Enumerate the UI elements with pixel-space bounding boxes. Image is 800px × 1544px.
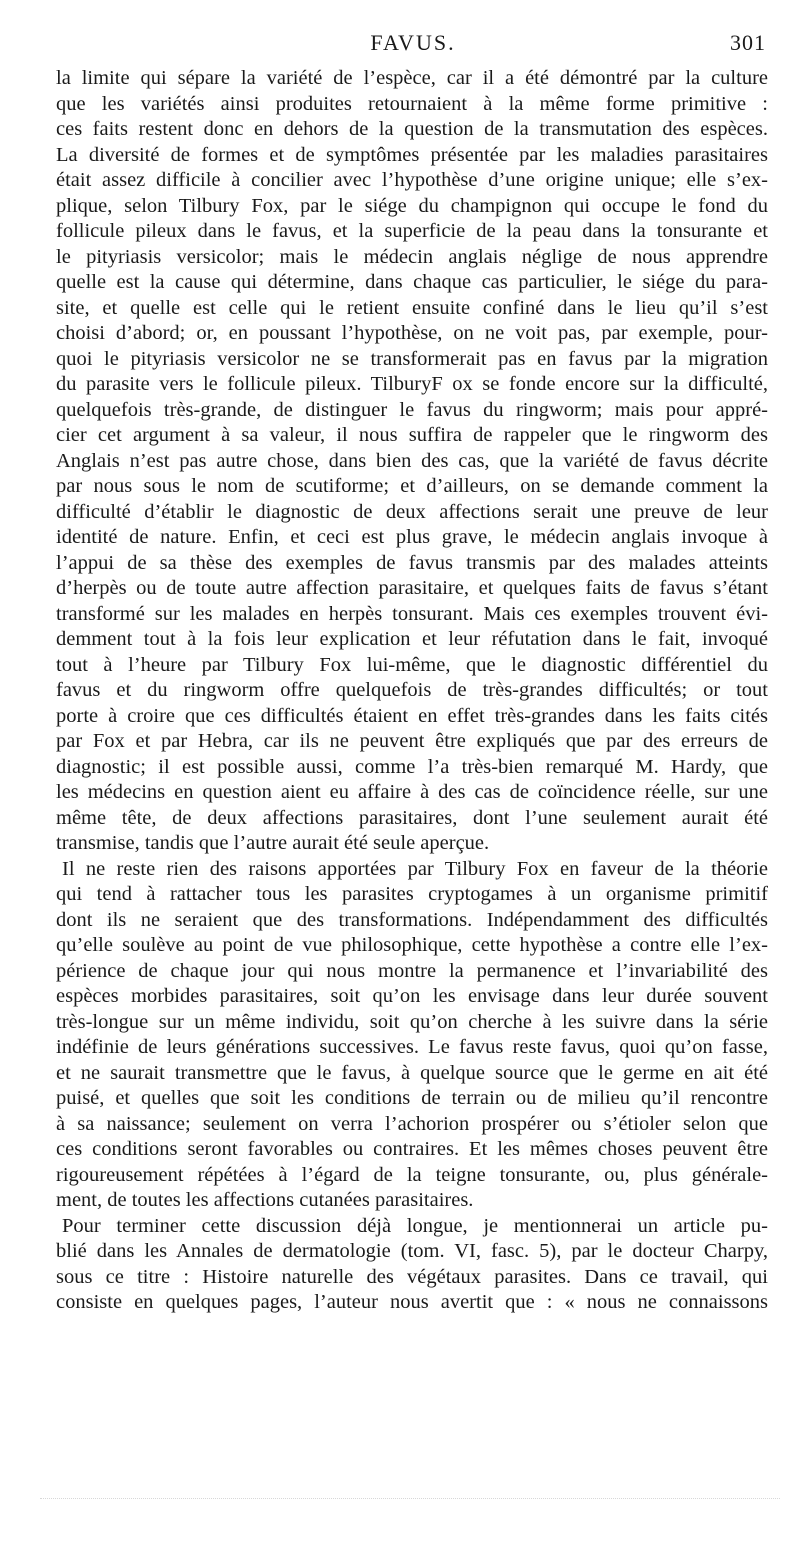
text-line: ces conditions seront favorables ou contraires. Et les mêmes choses peuvent être xyxy=(56,1138,768,1160)
text-line: même tête, de deux affections parasitaires, dont l’une seulement aurait été xyxy=(56,806,768,829)
text-line: follicule pileux dans le favus, et la superficie de la peau dans la tonsurante et xyxy=(56,220,768,242)
text-line: dont ils ne seraient que des transformations. Indépendamment des difficultés xyxy=(56,908,768,931)
text-line: blié dans les Annales de dermatologie (tom. VI, fasc. 5), par le docteur Charpy, xyxy=(56,1240,768,1262)
paragraph-1 xyxy=(56,66,768,857)
text-line: La diversité de formes et de symptômes présentée par les maladies parasitaires xyxy=(56,143,768,166)
text-line: la limite qui sépare la variété de l’espèce, car il a été démontré par la culture xyxy=(56,67,768,89)
text-line: transmise, tandis que l’autre aurait été seule aperçue. xyxy=(56,832,490,854)
text-line: espèces morbides parasitaires, soit qu’on les envisage dans leur durée souvent xyxy=(56,985,768,1007)
page-number: 301 xyxy=(730,30,766,55)
text-line: diagnostic; il est possible aussi, comme l’a très-bien remarqué M. Hardy, que xyxy=(56,755,768,778)
text-line: Pour terminer cette discussion déjà longue, je mentionnerai un article pu- xyxy=(62,1214,768,1237)
text-line: qui tend à rattacher tous les parasites cryptogames à un organisme primitif xyxy=(56,883,768,905)
text-line: Anglais n’est pas autre chose, dans bien des cas, que la variété de favus décrite xyxy=(56,449,768,472)
text-line: du parasite vers le follicule pileux. TilburyF ox se fonde encore sur la difficulté, xyxy=(56,373,768,395)
text-line: le pityriasis versicolor; mais le médecin anglais néglige de nous apprendre xyxy=(56,245,768,268)
running-title: FAVUS. xyxy=(370,30,456,55)
text-line: par Fox et par Hebra, car ils ne peuvent être expliqués que par des erreurs de xyxy=(56,730,768,752)
text-line: choisi d’abord; or, en poussant l’hypothèse, on ne voit pas, par exemple, pour- xyxy=(56,322,768,344)
text-line: quoi le pityriasis versicolor ne se transformerait pas en favus par la migration xyxy=(56,347,768,370)
text-line: favus et du ringworm offre quelquefois de très-grandes difficultés; or tout xyxy=(56,679,768,701)
text-line: puisé, et quelles que soit les conditions de terrain ou de milieu qu’il rencontre xyxy=(56,1087,768,1109)
text-line: porte à croire que ces difficultés étaient en effet très-grandes dans les faits cités xyxy=(56,704,768,727)
text-line: demment tout à la fois leur explication et leur réfutation dans le fait, invoqué xyxy=(56,628,768,650)
text-line: l’appui de sa thèse des exemples de favus transmis par des malades atteints xyxy=(56,551,768,574)
text-line: site, et quelle est celle qui le retient ensuite confiné dans le lieu qu’il s’est xyxy=(56,296,768,319)
text-line: quelle est la cause qui détermine, dans chaque cas particulier, le siége du para- xyxy=(56,271,768,293)
text-line: Il ne reste rien des raisons apportées par Tilbury Fox en faveur de la théorie xyxy=(62,857,768,880)
text-line: indéfinie de leurs générations successives. Le favus reste favus, quoi qu’on fasse, xyxy=(56,1036,768,1058)
body-text xyxy=(56,66,768,1316)
text-line: rigoureusement répétées à l’égard de la teigne tonsurante, ou, plus générale- xyxy=(56,1163,768,1186)
text-line: ces faits restent donc en dehors de la question de la transmutation des espèces. xyxy=(56,118,768,140)
text-line: identité de nature. Enfin, et ceci est plus grave, le médecin anglais invoque à xyxy=(56,526,768,548)
text-line: les médecins en question aient eu affaire à des cas de coïncidence réelle, sur une xyxy=(56,781,768,803)
paragraph-2 xyxy=(56,857,768,1214)
scan-artifact-line xyxy=(40,1498,780,1505)
text-line: était assez difficile à concilier avec l’hypothèse d’une origine unique; elle s’ex- xyxy=(56,169,768,191)
text-line: et ne saurait transmettre que le favus, à quelque source que le germe en ait été xyxy=(56,1061,768,1084)
text-line: plique, selon Tilbury Fox, par le siége du champignon qui occupe le fond du xyxy=(56,194,768,217)
text-line: très-longue sur un même individu, soit qu’on cherche à les suivre dans la série xyxy=(56,1010,768,1033)
running-head xyxy=(56,30,770,56)
text-line: à sa naissance; seulement on verra l’achorion prospérer ou s’étioler selon que xyxy=(56,1112,768,1135)
text-line: périence de chaque jour qui nous montre la permanence et l’invariabilité des xyxy=(56,959,768,982)
text-line: qu’elle soulève au point de vue philosophique, cette hypothèse a contre elle l’ex- xyxy=(56,934,768,956)
paragraph-3 xyxy=(56,1214,768,1316)
text-line: sous ce titre : Histoire naturelle des végétaux parasites. Dans ce travail, qui xyxy=(56,1265,768,1288)
text-line: d’herpès ou de toute autre affection parasitaire, et quelques faits de favus s’étant xyxy=(56,577,768,599)
text-line: par nous sous le nom de scutiforme; et d’ailleurs, on se demande comment la xyxy=(56,475,768,497)
text-line: tout à l’heure par Tilbury Fox lui-même, que le diagnostic différentiel du xyxy=(56,653,768,676)
text-line: transformé sur les malades en herpès tonsurant. Mais ces exemples trouvent évi- xyxy=(56,602,768,625)
text-line: cier cet argument à sa valeur, il nous suffira de rappeler que le ringworm des xyxy=(56,424,768,446)
text-line: consiste en quelques pages, l’auteur nous avertit que : « nous ne connaissons xyxy=(56,1291,768,1313)
text-line: ment, de toutes les affections cutanées parasitaires. xyxy=(56,1189,474,1211)
text-line: quelquefois très-grande, de distinguer le favus du ringworm; mais pour appré- xyxy=(56,398,768,421)
text-line: que les variétés ainsi produites retournaient à la même forme primitive : xyxy=(56,92,768,115)
text-line: difficulté d’établir le diagnostic de deux affections serait une preuve de leur xyxy=(56,500,768,523)
